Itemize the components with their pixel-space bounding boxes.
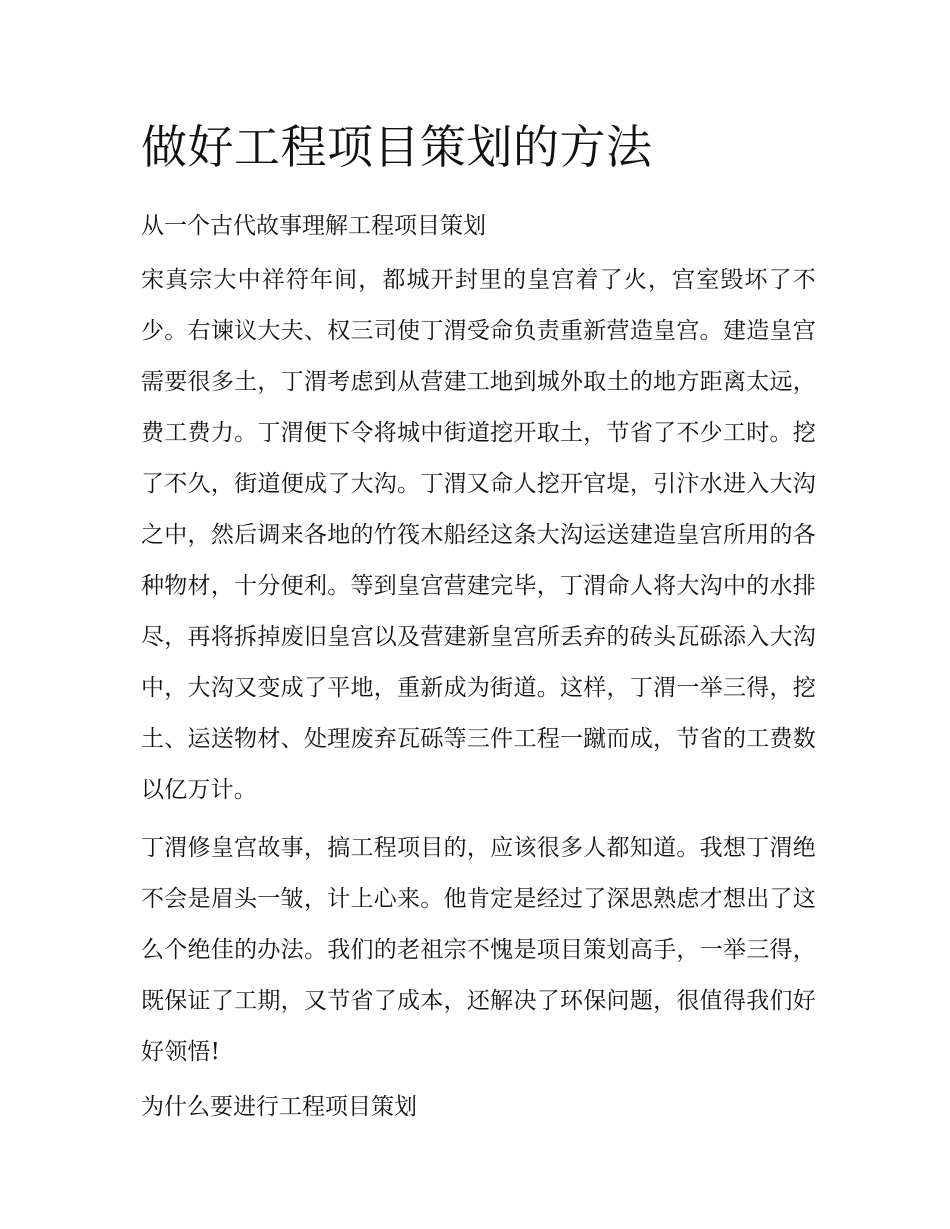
section-heading-why-planning: 为什么要进行工程项目策划 — [141, 1094, 417, 1120]
section-heading-ancient-story: 从一个古代故事理解工程项目策划 — [141, 213, 486, 239]
paragraph-project-planning-insight: 丁渭修皇宫故事，搞工程项目的，应该很多人都知道。我想丁渭绝不会是眉头一皱，计上心来。他肯定是经过了深思熟虑才想出了这么个绝佳的办法。我们的老祖宗不愧是项目策划高手，一举三得，既保证了工期，又节省了成本，还解决了环保问题，很值得我们好好领悟! — [141, 835, 816, 1065]
paragraph-ding-wei-story: 宋真宗大中祥符年间，都城开封里的皇宫着了火，宫室毁坏了不少。右谏议大夫、权三司使丁渭受命负责重新营造皇宫。建造皇宫需要很多土，丁渭考虑到从营建工地到城外取土的地方距离太远，费工费力。丁渭便下令将城中街道挖开取土，节省了不少工时。挖了不久，街道便成了大沟。丁渭又命人挖开官堤，引汴水进入大沟之中，然后调来各地的竹筏木船经这条大沟运送建造皇宫所用的各种物材，十分便利。等到皇宫营建完毕，丁渭命人将大沟中的水排尽，再将拆掉废旧皇宫以及营建新皇宫所丢弃的砖头瓦砾添入大沟中，大沟又变成了平地，重新成为街道。这样，丁渭一举三得，挖土、运送物材、处理废弃瓦砾等三件工程一蹴而成，节省的工费数以亿万计。 — [141, 267, 816, 803]
document-title: 做好工程项目策划的方法 — [141, 120, 653, 174]
document-content — [141, 118, 816, 1136]
